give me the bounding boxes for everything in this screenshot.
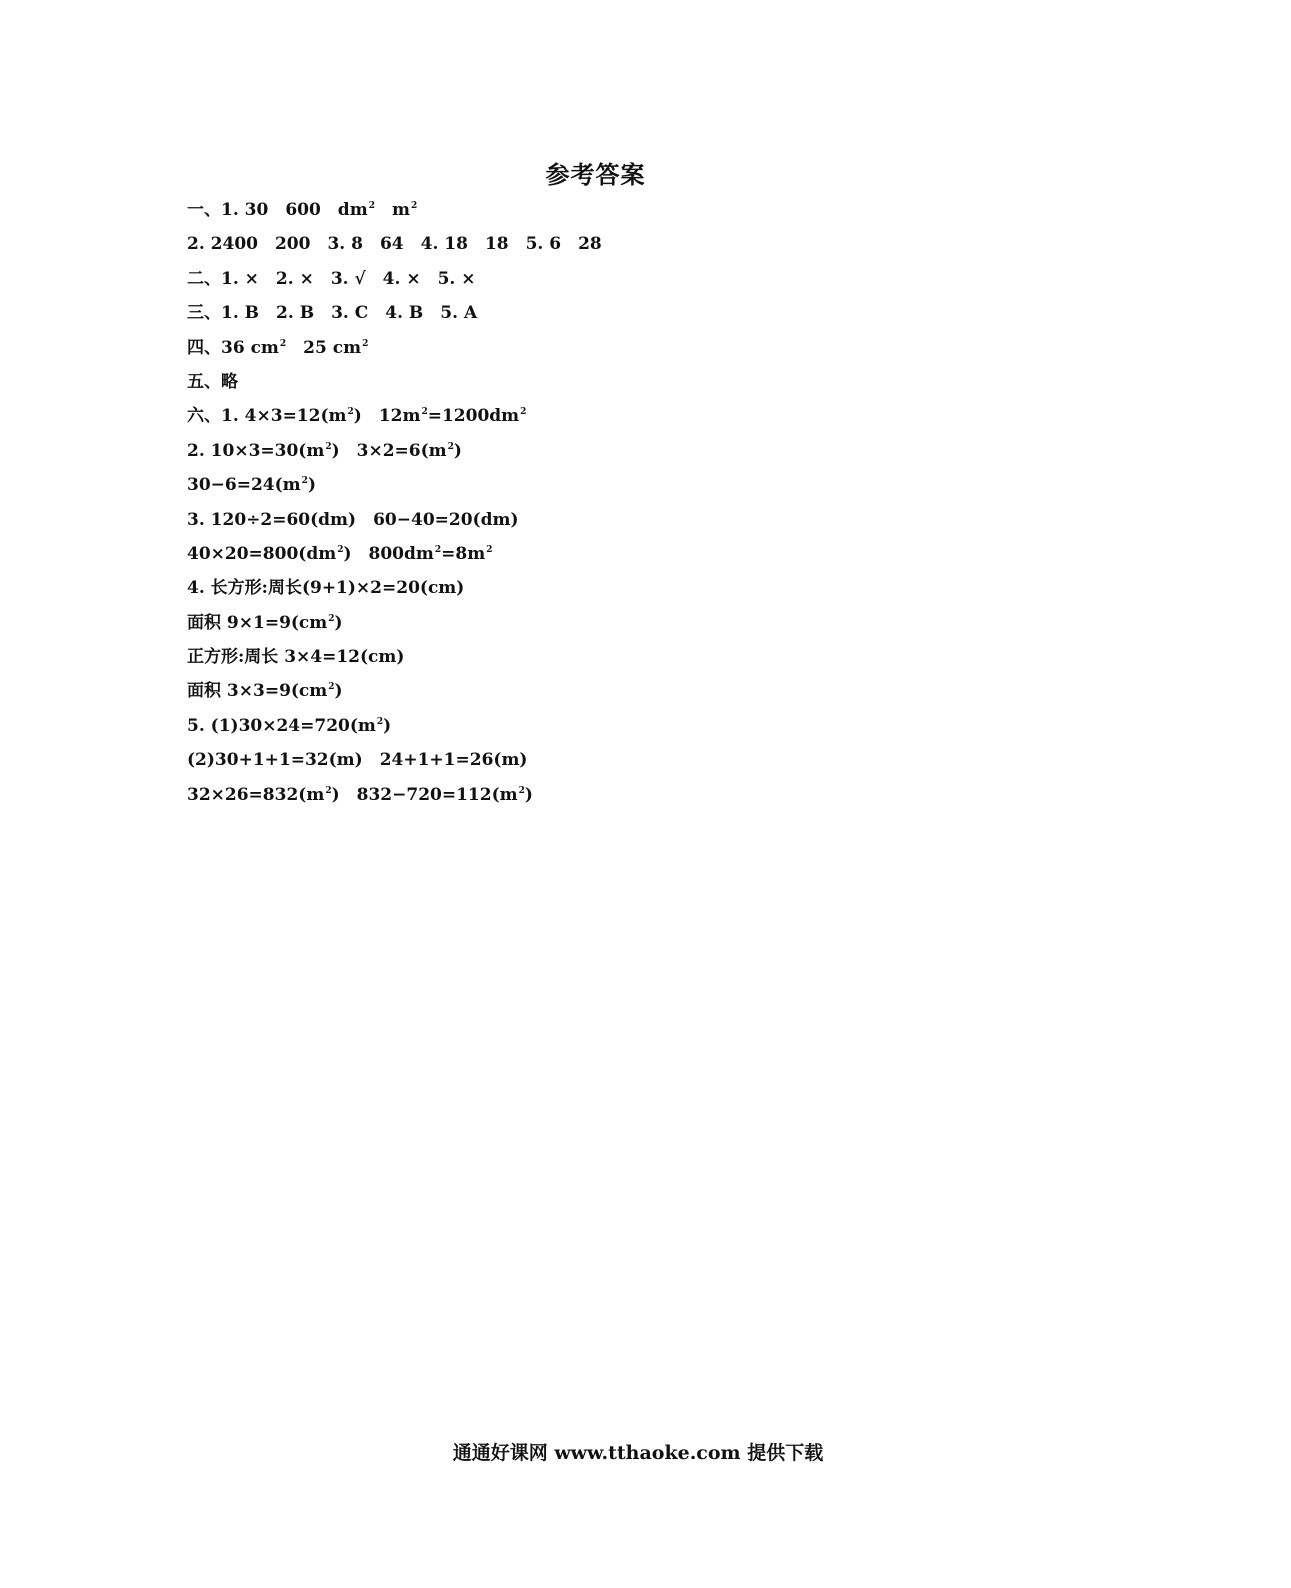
- superscript-exponent: 2: [347, 407, 354, 418]
- answer-line: [187, 334, 602, 368]
- superscript-exponent: 2: [279, 338, 287, 349]
- superscript-exponent: 2: [410, 201, 418, 211]
- answer-text: 32×26=832(m: [187, 784, 325, 805]
- answer-text: 三、1. B 2. B 3. C 4. B 5. A: [187, 303, 478, 324]
- answer-line: [187, 609, 602, 643]
- answer-text: 30−6=24(m: [187, 475, 301, 496]
- superscript-exponent: 2: [434, 544, 442, 555]
- answer-text: 二、1. × 2. × 3. √ 4. × 5. ×: [187, 268, 476, 289]
- answer-line: [187, 677, 602, 711]
- answer-text: ): [524, 784, 533, 805]
- answer-text: ): [334, 681, 343, 702]
- answer-line: [187, 368, 602, 402]
- superscript-exponent: 2: [362, 338, 369, 349]
- answer-text: m: [374, 200, 410, 220]
- answer-text: (2)30+1+1=32(m) 24+1+1=26(m): [187, 750, 528, 771]
- answer-text: 5. (1)30×24=720(m: [187, 715, 376, 736]
- answer-text: ) 800dm: [343, 543, 434, 564]
- answer-line: [187, 712, 602, 746]
- answer-line: [187, 230, 602, 264]
- superscript-exponent: 2: [421, 407, 428, 418]
- answer-text: ): [307, 475, 316, 496]
- answer-text: 面积 9×1=9(cm: [187, 612, 328, 633]
- superscript-exponent: 2: [301, 476, 308, 487]
- answer-text: ) 832−720=112(m: [331, 784, 518, 805]
- superscript-exponent: 2: [486, 544, 493, 555]
- superscript-exponent: 2: [325, 785, 332, 796]
- superscript-exponent: 2: [328, 613, 335, 624]
- superscript-exponent: 2: [368, 201, 375, 211]
- answer-text: 2. 10×3=30(m: [187, 440, 325, 461]
- answer-text: 一、1. 30 600 dm: [187, 200, 368, 220]
- superscript-exponent: 2: [325, 441, 332, 452]
- answer-line: [187, 506, 602, 540]
- answer-text: 五、略: [187, 371, 238, 392]
- answer-text: 3. 120÷2=60(dm) 60−40=20(dm): [187, 509, 519, 530]
- answer-text: ) 3×2=6(m: [331, 440, 447, 461]
- answer-text: ): [334, 612, 343, 633]
- answer-text: ) 12m: [353, 406, 421, 427]
- answer-line: [187, 437, 602, 471]
- answer-line: [187, 402, 602, 436]
- superscript-exponent: 2: [337, 544, 344, 555]
- answer-list: [187, 196, 602, 815]
- superscript-exponent: 2: [376, 716, 384, 727]
- answer-text: ): [453, 440, 462, 461]
- answer-line: [187, 574, 602, 608]
- answer-line: [187, 540, 602, 574]
- answer-text: =1200dm: [427, 406, 520, 427]
- answer-text: ): [383, 715, 392, 736]
- answer-text: 四、36 cm: [187, 337, 279, 358]
- answer-text: 2. 2400 200 3. 8 64 4. 18 18 5. 6 28: [187, 234, 602, 255]
- superscript-exponent: 2: [328, 682, 335, 693]
- superscript-exponent: 2: [520, 407, 527, 418]
- answer-line: [187, 299, 602, 333]
- superscript-exponent: 2: [447, 441, 454, 452]
- answer-line: [187, 781, 602, 815]
- answer-text: 面积 3×3=9(cm: [187, 681, 328, 702]
- answer-text: 40×20=800(dm: [187, 543, 337, 564]
- answer-text: =8m: [441, 543, 486, 564]
- answer-text: 25 cm: [286, 337, 362, 358]
- answer-line: [187, 265, 602, 299]
- answer-line: [187, 471, 602, 505]
- footer-text: 通通好课网 www.tthaoke.com 提供下载: [452, 1442, 824, 1464]
- answer-line: [187, 643, 602, 677]
- superscript-exponent: 2: [518, 785, 525, 796]
- answer-line: [187, 196, 602, 230]
- answer-text: 正方形:周长 3×4=12(cm): [187, 647, 405, 668]
- answer-line: [187, 746, 602, 780]
- answer-text: 4. 长方形:周长(9+1)×2=20(cm): [187, 578, 465, 599]
- answer-text: 六、1. 4×3=12(m: [187, 406, 347, 427]
- page-title: 参考答案: [545, 160, 646, 189]
